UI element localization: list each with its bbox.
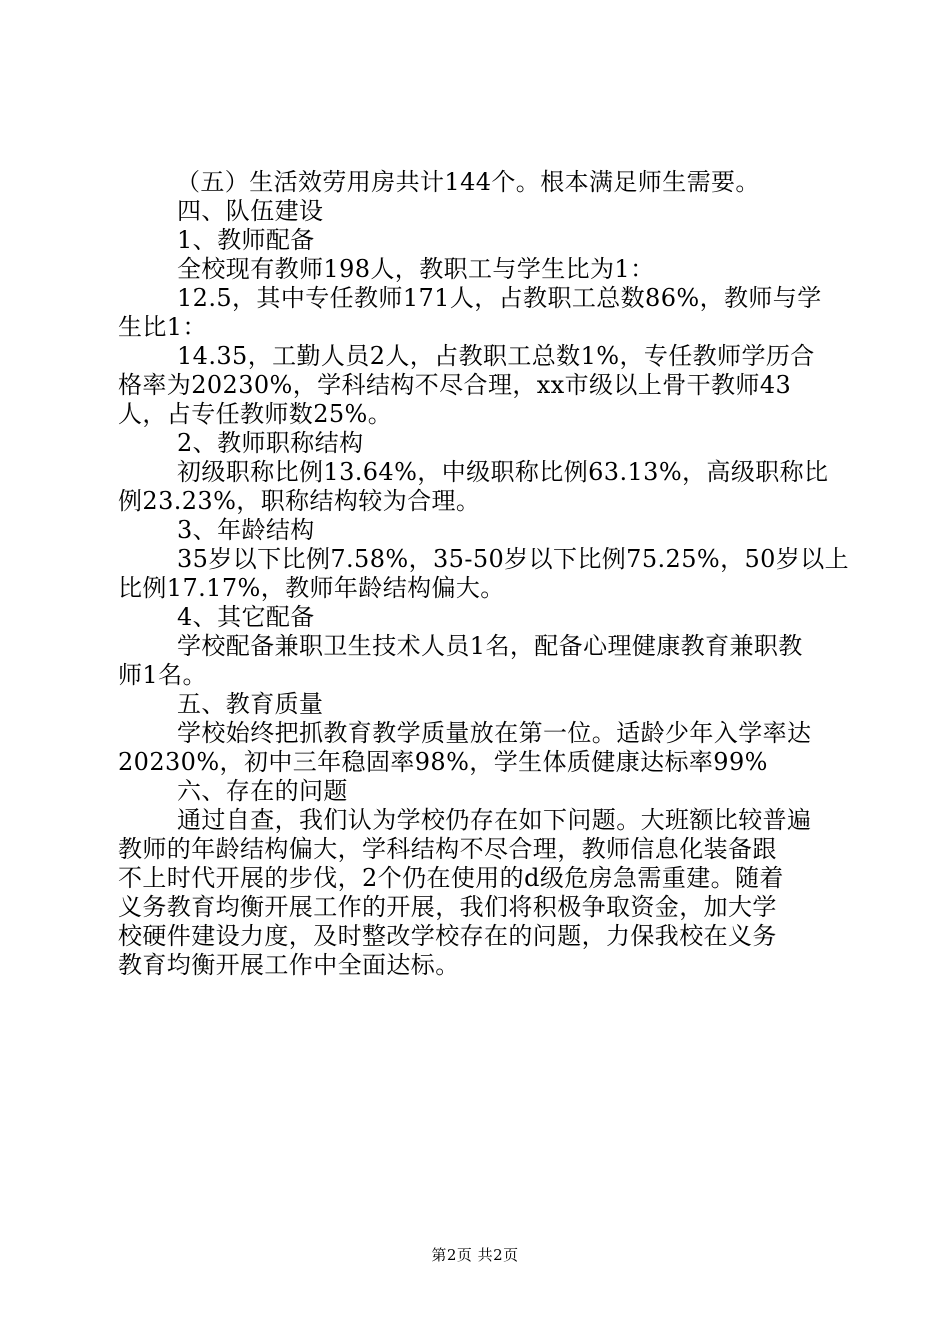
paragraph-line: 通过自查，我们认为学校仍存在如下问题。大班额比较普遍 — [177, 806, 812, 834]
paragraph-line: （五）生活效劳用房共计144个。根本满足师生需要。 — [176, 168, 760, 196]
paragraph-line: 35岁以下比例7.58%，35-50岁以下比例75.25%，50岁以上 — [177, 545, 850, 573]
page-footer — [0, 1245, 950, 1265]
section-heading: 六、存在的问题 — [177, 777, 348, 805]
section-heading: 五、教育质量 — [177, 690, 324, 718]
paragraph-line: 学校配备兼职卫生技术人员1名，配备心理健康教育兼职教 — [177, 632, 803, 660]
paragraph-line: 20230%，初中三年稳固率98%，学生体质健康达标率99% — [118, 748, 768, 776]
paragraph-line: 12.5，其中专任教师171人，占教职工总数86%，教师与学 — [177, 284, 822, 312]
subsection-heading: 1、教师配备 — [177, 226, 315, 254]
subsection-heading: 3、年龄结构 — [177, 516, 315, 544]
paragraph-line: 14.35，工勤人员2人，占教职工总数1%，专任教师学历合 — [177, 342, 815, 370]
paragraph-line: 生比1： — [118, 313, 207, 341]
paragraph-line: 师1名。 — [118, 661, 207, 689]
paragraph-line: 比例17.17%，教师年龄结构偏大。 — [118, 574, 505, 602]
document-body — [118, 168, 850, 980]
page-number-label: 第2页 共2页 — [431, 1246, 519, 1264]
paragraph-line: 格率为20230%，学科结构不尽合理，xx市级以上骨干教师43 — [118, 371, 792, 399]
paragraph-line: 全校现有教师198人，教职工与学生比为1： — [177, 255, 655, 283]
section-heading: 四、队伍建设 — [177, 197, 324, 225]
paragraph-line: 校硬件建设力度，及时整改学校存在的问题，力保我校在义务 — [118, 922, 777, 950]
paragraph-line: 教师的年龄结构偏大，学科结构不尽合理，教师信息化装备跟 — [118, 835, 777, 863]
paragraph-line: 不上时代开展的步伐，2个仍在使用的d级危房急需重建。随着 — [118, 864, 784, 892]
paragraph-line: 例23.23%，职称结构较为合理。 — [118, 487, 481, 515]
subsection-heading: 2、教师职称结构 — [177, 429, 364, 457]
paragraph-line: 初级职称比例13.64%，中级职称比例63.13%，高级职称比 — [177, 458, 829, 486]
paragraph-line: 教育均衡开展工作中全面达标。 — [118, 951, 460, 979]
subsection-heading: 4、其它配备 — [177, 603, 315, 631]
paragraph-line: 人，占专任教师数25%。 — [118, 400, 393, 428]
paragraph-line: 学校始终把抓教育教学质量放在第一位。适龄少年入学率达 — [177, 719, 812, 747]
paragraph-line: 义务教育均衡开展工作的开展，我们将积极争取资金，加大学 — [118, 893, 777, 921]
